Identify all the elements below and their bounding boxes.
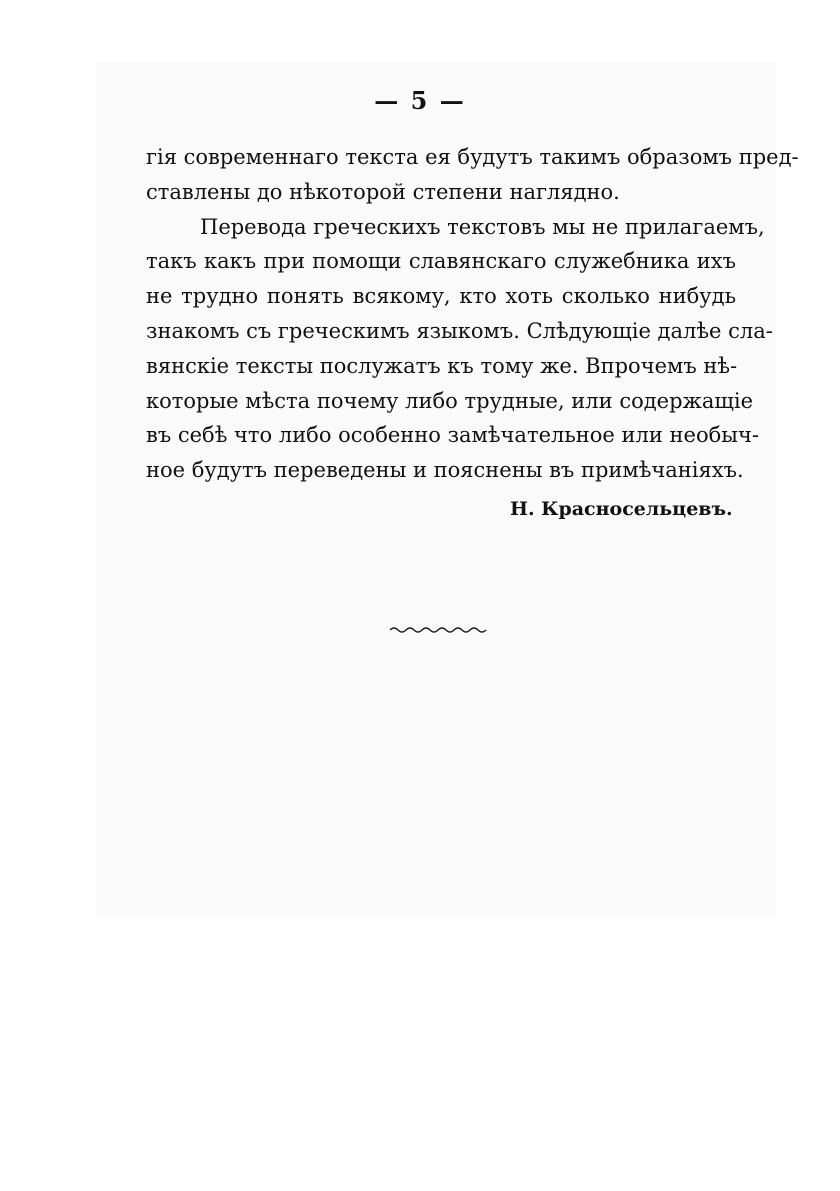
text-line: ставлены до нѣкоторой степени наглядно. bbox=[146, 179, 620, 204]
text-line: не трудно понять всякому, кто хоть сколько нибудь bbox=[146, 284, 736, 309]
text-line: вянскіе тексты послужатъ къ тому же. Впрочемъ нѣ- bbox=[146, 353, 738, 378]
wavy-rule-path bbox=[390, 628, 486, 632]
text-line: которые мѣста почему либо трудные, или содержащіе bbox=[146, 388, 754, 413]
page-number: — 5 — bbox=[374, 86, 466, 115]
text-line: ное будутъ переведены и пояснены въ примѣчаніяхъ. bbox=[146, 458, 744, 483]
text-line: знакомъ съ греческимъ языкомъ. Слѣдующіе далѣе сла- bbox=[146, 318, 773, 343]
body-text bbox=[146, 140, 799, 488]
text-line: въ себѣ что либо особенно замѣчательное или необыч- bbox=[146, 423, 759, 448]
text-line: такъ какъ при помощи славянскаго служебника ихъ bbox=[146, 249, 736, 274]
wavy-rule-ornament bbox=[388, 624, 490, 636]
author-signature: Н. Красносельцевъ. bbox=[510, 498, 733, 520]
text-line: Перевода греческихъ текстовъ мы не прилагаемъ, bbox=[200, 214, 765, 239]
text-line: гія современнаго текста ея будутъ такимъ образомъ пред- bbox=[146, 145, 799, 169]
